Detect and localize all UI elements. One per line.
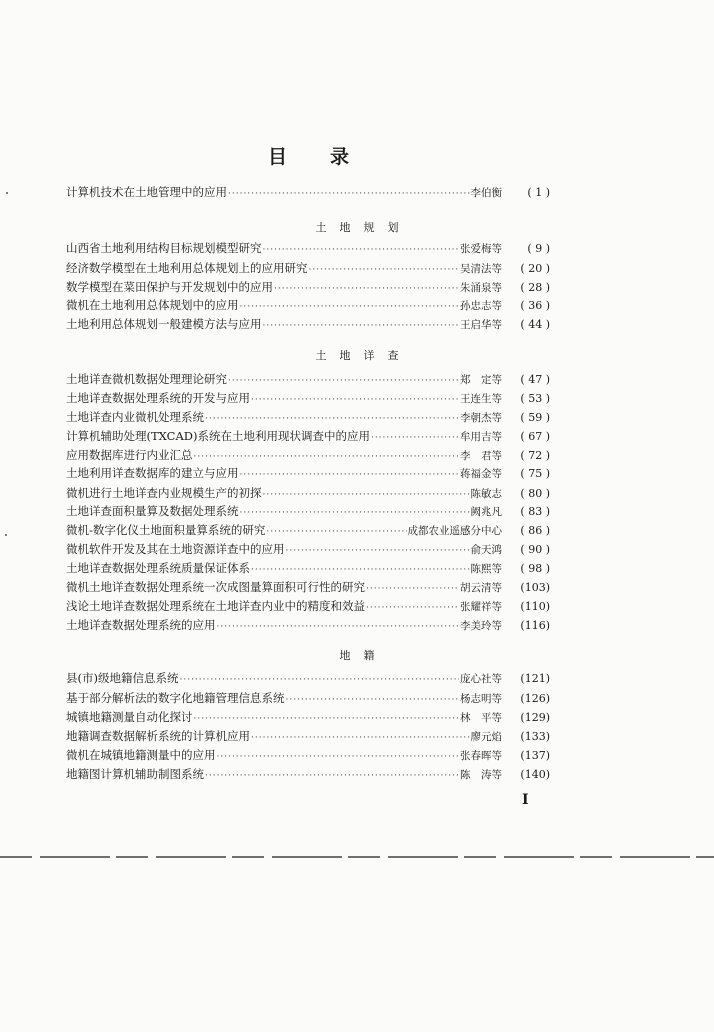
entry-page: ( 98 ) [520,562,550,575]
dot-leader [194,714,460,724]
entry-title: 地籍图计算机辅助制图系统 [66,767,204,781]
entry-author: 孙忠志等 [460,300,502,312]
entry-page: (133) [520,730,550,743]
entry-page: ( 80 ) [520,487,550,500]
entry-author: 李美玲等 [460,620,502,632]
dot-leader [366,584,459,594]
dot-leader [263,321,460,331]
entry-page: ( 72 ) [520,449,550,462]
entry-page: ( 47 ) [520,373,550,386]
entry-author: 蒋福金等 [460,468,502,480]
toc-entry[interactable] [66,690,550,707]
entry-page: ( 20 ) [520,262,550,275]
toc-entry[interactable] [66,747,550,764]
entry-page: ( 67 ) [520,430,550,443]
dot-leader [205,771,459,781]
toc-entry[interactable] [66,766,550,783]
entry-author: 张耀祥等 [460,601,502,613]
title-char-2: 录 [330,146,350,168]
dot-leader [266,527,406,537]
dot-leader [263,490,470,500]
entry-page: ( 53 ) [520,392,550,405]
entry-page: ( 75 ) [520,467,550,480]
entry-author: 陈熙等 [470,563,502,575]
entry-page: ( 90 ) [520,543,550,556]
entry-page: (116) [520,619,550,632]
dot-leader [240,302,460,312]
toc-entry[interactable] [66,465,550,482]
dot-leader [371,433,459,443]
dot-leader [228,189,470,199]
scan-speck [6,192,8,194]
toc-entry[interactable] [66,560,550,577]
entry-author: 廖元焰 [470,731,502,743]
dot-leader [205,414,459,424]
entry-author: 陈 涛等 [460,769,502,781]
entry-author: 林 平等 [460,712,502,724]
entry-page: ( 83 ) [520,505,550,518]
toc-entry[interactable] [66,428,550,445]
dot-leader [228,376,459,386]
toc-entry[interactable] [66,260,550,277]
entry-author: 王连生等 [460,393,502,405]
entry-author: 王启华等 [460,319,502,331]
entry-author: 胡云清等 [460,582,502,594]
page-number: I [522,792,529,808]
entry-author: 朱涌泉等 [460,282,502,294]
scan-artifact-line [0,856,714,858]
section-heading: 土地详查 [315,349,412,362]
entry-title: 山西省土地利用结构目标规划模型研究 [66,241,262,255]
section-heading: 土地规划 [315,221,412,234]
entry-title: 土地详查数据处理系统的开发与应用 [66,391,250,405]
dot-leader [251,565,470,575]
dot-leader [263,245,460,255]
toc-entry[interactable] [66,390,550,407]
entry-title: 微机软件开发及其在土地资源详查中的应用 [66,542,285,556]
entry-title: 经济数学模型在土地利用总体规划上的应用研究 [66,261,308,275]
entry-title: 土地详查数据处理系统的应用 [66,618,216,632]
toc-entry[interactable] [66,184,550,201]
toc-entry[interactable] [66,409,550,426]
entry-author: 郑 定等 [460,374,502,386]
entry-author: 陈敏志 [470,488,502,500]
entry-page: ( 59 ) [520,411,550,424]
dot-leader [274,284,459,294]
entry-author: 李朝杰等 [460,412,502,424]
toc-entry[interactable] [66,316,550,333]
entry-title: 地籍调查数据解析系统的计算机应用 [66,729,250,743]
entry-author: 张爱梅等 [460,243,502,255]
entry-page: (126) [520,692,550,705]
entry-title: 微机土地详查数据处理系统一次成图量算面积可行性的研究 [66,580,365,594]
dot-leader [194,452,460,462]
toc-entry[interactable] [66,447,550,464]
entry-page: (129) [520,711,550,724]
entry-page: ( 28 ) [520,281,550,294]
page-title [0,142,714,166]
dot-leader [309,265,460,275]
toc-entry[interactable] [66,728,550,745]
entry-title: 微机在土地利用总体规划中的应用 [66,298,239,312]
entry-author: 庞心社等 [460,673,502,685]
entry-author: 牟用吉等 [460,431,502,443]
dot-leader [251,733,470,743]
entry-page: (140) [520,768,550,781]
entry-title: 土地详查数据处理系统质量保证体系 [66,561,250,575]
toc-entry[interactable] [66,670,550,687]
entry-author: 阙兆凡 [470,506,502,518]
entry-title: 基于部分解析法的数字化地籍管理信息系统 [66,691,285,705]
toc-entry[interactable] [66,522,550,539]
dot-leader [240,508,470,518]
entry-title: 土地详查内业微机处理系统 [66,410,204,424]
entry-page: ( 44 ) [520,318,550,331]
entry-title: 微机-数字化仪土地面积量算系统的研究 [66,523,266,537]
entry-author: 李伯衡 [470,187,502,199]
entry-title: 数学模型在菜田保护与开发规划中的应用 [66,280,273,294]
toc-entry[interactable] [66,297,550,314]
entry-page: (103) [520,581,550,594]
entry-author: 成都农业遥感分中心 [407,525,502,537]
entry-page: (121) [520,672,550,685]
entry-title: 土地详查面积量算及数据处理系统 [66,504,239,518]
entry-page: ( 36 ) [520,299,550,312]
entry-author: 张春晖等 [460,750,502,762]
entry-title: 土地利用详查数据库的建立与应用 [66,466,239,480]
toc-entry[interactable] [66,709,550,726]
title-char-1: 目 [268,146,288,168]
toc-entry[interactable] [66,485,550,502]
dot-leader [286,546,470,556]
dot-leader [366,603,459,613]
dot-leader [217,622,460,632]
toc-entry[interactable] [66,541,550,558]
dot-leader [251,395,459,405]
entry-title: 微机进行土地详查内业规模生产的初探 [66,486,262,500]
dot-leader [240,470,460,480]
entry-title: 县(市)级地籍信息系统 [66,671,179,685]
scan-speck [5,534,7,536]
dot-leader [179,675,459,685]
toc-entry[interactable] [66,279,550,296]
toc-entry[interactable] [66,579,550,596]
entry-page: ( 86 ) [520,524,550,537]
entry-author: 俞天鸿 [470,544,502,556]
entry-page: ( 1 ) [527,186,550,199]
toc-entry[interactable] [66,371,550,388]
entry-author: 杨志明等 [460,693,502,705]
toc-entry[interactable] [66,240,550,257]
toc-entry[interactable] [66,598,550,615]
entry-page: (137) [520,749,550,762]
dot-leader [286,695,460,705]
entry-page: ( 9 ) [527,242,550,255]
entry-title: 浅论土地详查数据处理系统在土地详查内业中的精度和效益 [66,599,365,613]
entry-title: 微机在城镇地籍测量中的应用 [66,748,216,762]
entry-title: 计算机辅助处理(TXCAD)系统在土地利用现状调查中的应用 [66,429,370,443]
entry-author: 吴清法等 [460,263,502,275]
toc-entry[interactable] [66,503,550,520]
toc-entry[interactable] [66,617,550,634]
entry-title: 土地利用总体规划一般建模方法与应用 [66,317,262,331]
dot-leader [217,752,460,762]
entry-title: 土地详查微机数据处理理论研究 [66,372,227,386]
entry-title: 应用数据库进行内业汇总 [66,448,193,462]
entry-title: 城镇地籍测量自动化探讨 [66,710,193,724]
section-heading: 地籍 [339,649,388,662]
entry-title: 计算机技术在土地管理中的应用 [66,185,227,199]
entry-author: 李 君等 [460,450,502,462]
entry-page: (110) [520,600,550,613]
